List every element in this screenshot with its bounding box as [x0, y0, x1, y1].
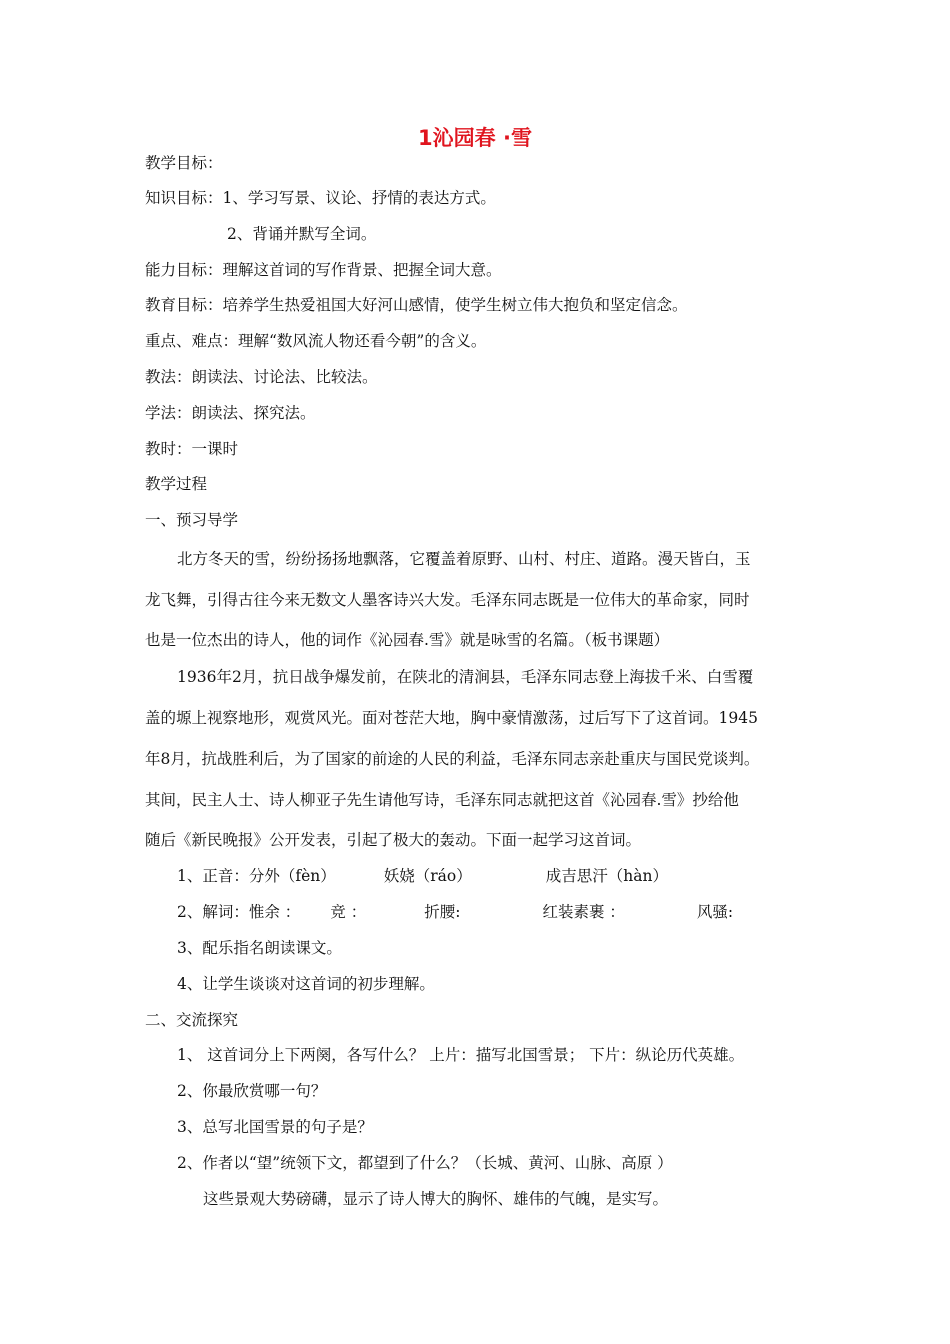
learning-method: 学法：朗读法、探究法。	[145, 404, 316, 422]
step-3: 3、配乐指名朗读课文。	[177, 939, 342, 957]
key-points: 重点、难点：理解“数风流人物还看今朝”的含义。	[145, 332, 487, 350]
pronunciation-item: 成吉思汗（hàn）	[545, 867, 668, 885]
lesson-title: 1沁园春 ·雪	[418, 126, 532, 150]
step-4: 4、让学生谈谈对这首词的初步理解。	[177, 975, 435, 993]
class-hours: 教时：一课时	[145, 440, 239, 458]
vocabulary-item: 红装素裹 ：	[542, 903, 625, 921]
vocabulary-item: 折腰:	[424, 903, 461, 921]
vocabulary-item: 风骚:	[696, 903, 734, 921]
objectives-heading: 教学目标：	[145, 154, 223, 172]
question-4: 2、作者以“望”统领下文，都望到了什么？（长城、黄河、山脉、高原 ）	[177, 1154, 673, 1172]
paragraph-line: 其间，民主人士、诗人柳亚子先生请他写诗，毛泽东同志就把这首《沁园春.雪》抄给他	[145, 791, 739, 809]
question-1: 1、 这首词分上下两阕，各写什么？ 上片：描写北国雪景； 下片：纵论历代英雄。	[177, 1046, 745, 1064]
paragraph-line: 年8月，抗战胜利后，为了国家的前途的人民的利益，毛泽东同志亲赴重庆与国民党谈判。	[145, 750, 760, 768]
ability-objective: 能力目标：理解这首词的写作背景、把握全词大意。	[145, 261, 502, 279]
vocabulary-label: 2、解词：惟余 ：	[177, 903, 301, 921]
paragraph-line: 随后《新民晚报》公开发表，引起了极大的轰动。下面一起学习这首词。	[145, 831, 642, 849]
question-3: 3、总写北国雪景的句子是？	[177, 1118, 373, 1136]
section2-heading: 二、交流探究	[145, 1011, 239, 1029]
knowledge-objective-2: 2、背诵并默写全词。	[227, 225, 377, 243]
answer-text: 这些景观大势磅礴，显示了诗人博大的胸怀、雄伟的气魄，是实写。	[203, 1190, 669, 1208]
education-objective: 教育目标：培养学生热爱祖国大好河山感情，使学生树立伟大抱负和坚定信念。	[145, 296, 688, 314]
paragraph-line: 也是一位杰出的诗人，他的词作《沁园春.雪》就是咏雪的名篇。（板书课题）	[145, 631, 670, 649]
knowledge-objective-1: 知识目标：1、学习写景、议论、抒情的表达方式。	[145, 189, 496, 207]
teaching-method: 教法：朗读法、讨论法、比较法。	[145, 368, 378, 386]
pronunciation-item: 妖娆（ráo）	[383, 867, 472, 885]
process-heading: 教学过程	[145, 475, 208, 493]
paragraph-line: 1936年2月，抗日战争爆发前，在陕北的清涧县，毛泽东同志登上海拔千米、白雪覆	[177, 668, 754, 686]
vocabulary-row	[177, 902, 733, 922]
question-2: 2、你最欣赏哪一句？	[177, 1082, 327, 1100]
paragraph-line: 北方冬天的雪，纷纷扬扬地飘落，它覆盖着原野、山村、村庄、道路。漫天皆白，玉	[177, 550, 751, 568]
paragraph-line: 盖的塬上视察地形，观赏风光。面对苍茫大地，胸中豪情激荡，过后写下了这首词。1945	[145, 709, 758, 727]
vocabulary-item: 竞 ：	[330, 903, 367, 921]
paragraph-line: 龙飞舞，引得古往今来无数文人墨客诗兴大发。毛泽东同志既是一位伟大的革命家，同时	[145, 591, 750, 609]
pronunciation-row	[177, 866, 668, 886]
pronunciation-label: 1、正音：分外（fèn）	[177, 867, 336, 885]
section1-heading: 一、预习导学	[145, 511, 239, 529]
